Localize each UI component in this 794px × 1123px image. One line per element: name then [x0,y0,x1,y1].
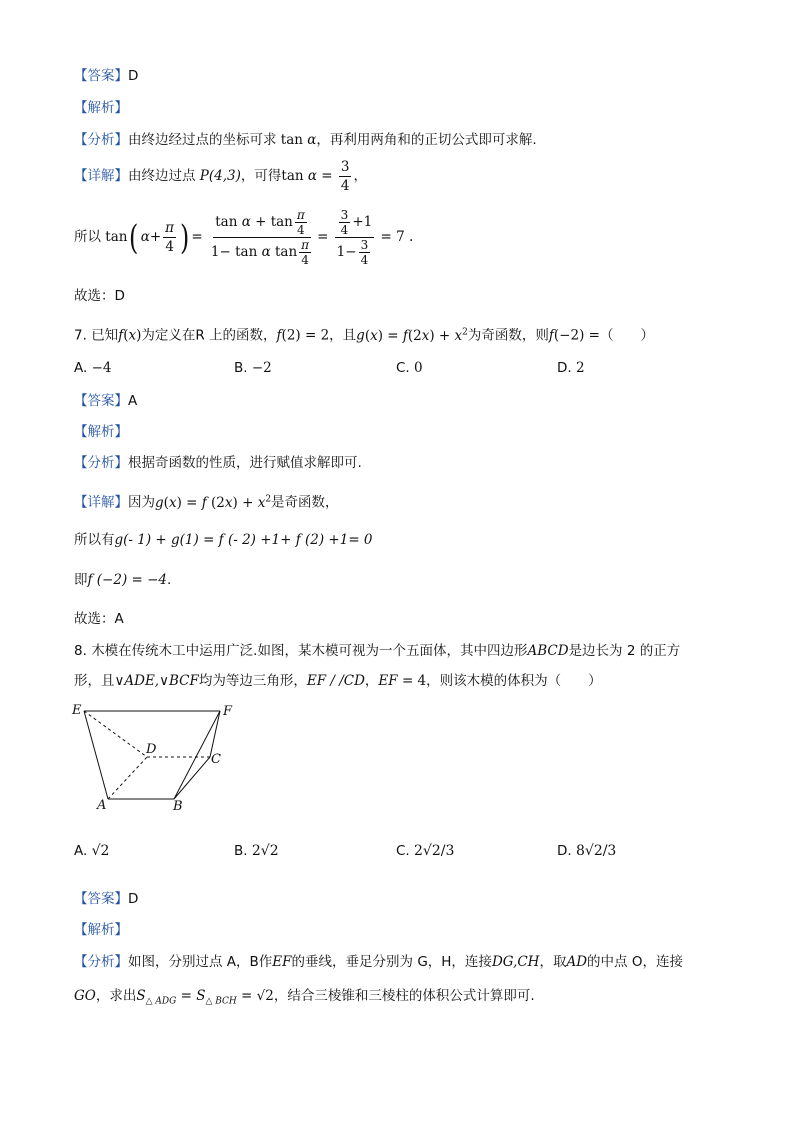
fenxi-text: 由终边经过点的坐标可求 [128,132,277,148]
answer-value: A [128,393,138,409]
math-ef: EF [272,954,292,970]
fenxi-text-2b: ，结合三棱锥和三棱柱的体积公式计算即可. [273,988,535,1004]
q8-stem-2d: ，则该木模的体积为（ ） [426,673,602,689]
math-dg-ch: DG,CH [491,954,540,970]
math-ad: AD [566,954,588,970]
q8-stem-1: 木模在传统木工中运用广泛.如图，某木模可视为一个五面体，其中四边形 [91,643,528,659]
q8-answer-line [74,889,138,909]
q8-analysis-line [74,920,128,940]
q7-option-c[interactable] [396,360,423,376]
fenxi-text-1: 如图，分别过点 A，B作 [128,954,273,970]
q6-formula-line [74,202,413,274]
fenxi-text-1c: ，取 [539,954,567,970]
math-triangles: ∨ADE,∨BCF [114,673,199,689]
q7-choice-line [74,609,124,629]
option-label: C. [396,360,410,376]
q8-stem-1b: 是边长为 2 的正方 [568,643,681,659]
q7-stem-2: 为定义在R 上的函数， [141,327,277,344]
q8-option-d[interactable] [557,843,616,859]
choice-tag: 故选： [74,288,115,304]
q7-stem-4: 为奇函数，则 [467,327,549,344]
q8-stem-2c: ， [364,673,379,689]
line3-equation: f (−2) = −4 [87,572,168,588]
q8-number: 8. [74,643,87,659]
math-tan-alpha-eq: tan α = [281,168,333,184]
math-f-x: f [118,327,124,344]
label-e: E [72,703,82,718]
option-label: D. [557,843,572,859]
q7-fenxi-line [74,453,362,473]
xiangjie-text: 因为 [128,494,155,511]
option-label: A. [74,843,88,859]
fenxi-text-2a: ，求出 [95,988,137,1004]
q6-analysis-line [74,98,128,118]
q7-stem: 7. 已知f(x)为定义在R 上的函数，f(2) = 2，且$g(x) = f(2x) + x^2$为奇函数，则f(−2) =（ ） [74,327,654,344]
math-g-eq: g(x) = f $(2x) + x^2$ [155,494,272,511]
fenxi-text-1b: 的垂线，垂足分别为 G，H，连接 [291,954,492,970]
line2-equation: g(- 1) + g(1) = f (- 2) +1+ f (2) +1= 0 [114,532,373,548]
q8-stem-line2: 形，且∨ADE,∨BCF均为等边三角形，EF / /CD，EF = 4，则该木模的体积为（ ） [74,673,602,689]
suoyi-label: 所以 [74,229,101,245]
fenxi-tag: 【分析】 [74,954,128,970]
option-value: 2√2 [251,843,279,859]
option-value: 8√2/3 [575,843,617,859]
q7-xiangjie-line [74,489,339,513]
q8-stem-2b: 均为等边三角形， [198,673,307,689]
analysis-tag: 【解析】 [74,922,128,938]
q6-xiangjie-line: 【详解】由终边过点 P(4,3)，可得tan α = $\frac{3}{4}$ ， [74,159,367,194]
fraction-3-4: $\frac{3}{4}$ [340,159,350,194]
xiangjie-tag: 【详解】 [74,494,128,511]
math-ef-eq-4: EF [378,673,398,689]
math-abcd: ABCD [527,643,569,659]
q6-answer-line [74,66,138,86]
choice-tag: 故选： [74,611,115,627]
q6-fenxi-line [74,130,537,150]
fenxi-text-2: ，再利用两角和的正切公式即可求解. [316,132,537,148]
answer-value: D [128,68,139,84]
math-f-neg2: f [548,327,554,344]
xiangjie-text: 由终边过点 [128,168,196,184]
edge-cf [210,711,220,757]
math-ef-parallel: EF / /CD [306,673,365,689]
pentahedron-figure [70,700,250,815]
q8-fenxi-line1 [74,952,683,972]
xiangjie-tag: 【详解】 [74,168,128,184]
edge-ea [84,711,108,799]
choice-value: D [114,288,125,304]
edge-bc [174,757,210,799]
option-label: C. [396,843,410,859]
label-d: D [146,742,157,757]
fenxi-tag: 【分析】 [74,132,128,148]
option-value: 2√2/3 [414,843,455,859]
label-c: C [211,752,221,767]
math-area-eq: $S_{\triangle ADG} = S_{\triangle BCH}$ [136,988,237,1007]
label-b: B [173,799,183,814]
line2-prefix: 所以有 [74,532,115,548]
answer-tag: 【答案】 [74,68,128,84]
analysis-tag: 【解析】 [74,100,128,116]
math-f2-eq-2: f [276,327,282,344]
fenxi-text: 根据奇函数的性质，进行赋值求解即可. [128,455,362,471]
point-p: P(4,3) [199,168,241,184]
q7-number: 7. [74,327,87,344]
option-value: −4 [91,360,112,376]
label-a: A [97,798,107,813]
q8-option-a[interactable] [74,843,109,859]
q7-answer-line [74,391,137,411]
q7-stem-5: （ ） [599,327,654,344]
q7-option-a[interactable] [74,360,112,376]
fenxi-tag: 【分析】 [74,455,128,471]
formula-result: = 7 . [380,229,414,245]
q7-stem-1: 已知 [91,327,119,344]
q8-stem-line1 [74,641,680,661]
fenxi-text-1d: 的中点 O，连接 [587,954,683,970]
q8-option-c[interactable] [396,843,454,859]
q8-fenxi-line2: GO，求出$S_{\triangle ADG} = S_{\triangle BCH} = √2$，结合三棱锥和三棱柱的体积公式计算即可. [74,988,535,1007]
q8-option-b[interactable] [234,843,279,859]
line3-suffix: . [167,572,172,588]
edge-ed [84,711,147,757]
analysis-tag: 【解析】 [74,424,128,440]
q7-option-d[interactable] [557,360,585,376]
option-label: B. [234,843,248,859]
answer-tag: 【答案】 [74,393,128,409]
q7-analysis-line [74,422,128,442]
line3-prefix: 即 [74,572,88,588]
answer-tag: 【答案】 [74,891,128,907]
answer-value: D [128,891,139,907]
math-g-def: g [356,327,365,344]
option-label: D. [557,360,572,376]
math-tan-alpha: tan α [280,132,317,148]
q7-option-b[interactable] [234,360,272,376]
option-label: B. [234,360,248,376]
xiangjie-text-2: 是奇函数， [271,494,339,511]
choice-value: A [114,611,124,627]
option-value: √2 [91,843,110,859]
math-go: GO [74,988,96,1004]
option-value: 2 [575,360,585,376]
option-label: A. [74,360,88,376]
formula-tan-sum: tan( α+ $\frac{\pi}{4}$ ) = tan α + tan $\frac{\pi}{4}$ 1− tan α tan $\frac{\pi}{4}$ = $\frac{3}{4}$ +1 1− $\frac{3}{4}$ [105,208,373,267]
option-value: −2 [251,360,272,376]
q7-line3 [74,570,171,590]
option-value: 0 [414,360,423,376]
q7-stem-3: ，且 [329,327,357,344]
q8-stem-2a: 形，且 [74,673,115,689]
label-f: F [223,704,233,719]
q6-choice-line [74,286,125,306]
xiangjie-text-2: ，可得 [240,168,282,184]
q7-line2 [74,530,373,550]
edge-ad [108,757,147,799]
